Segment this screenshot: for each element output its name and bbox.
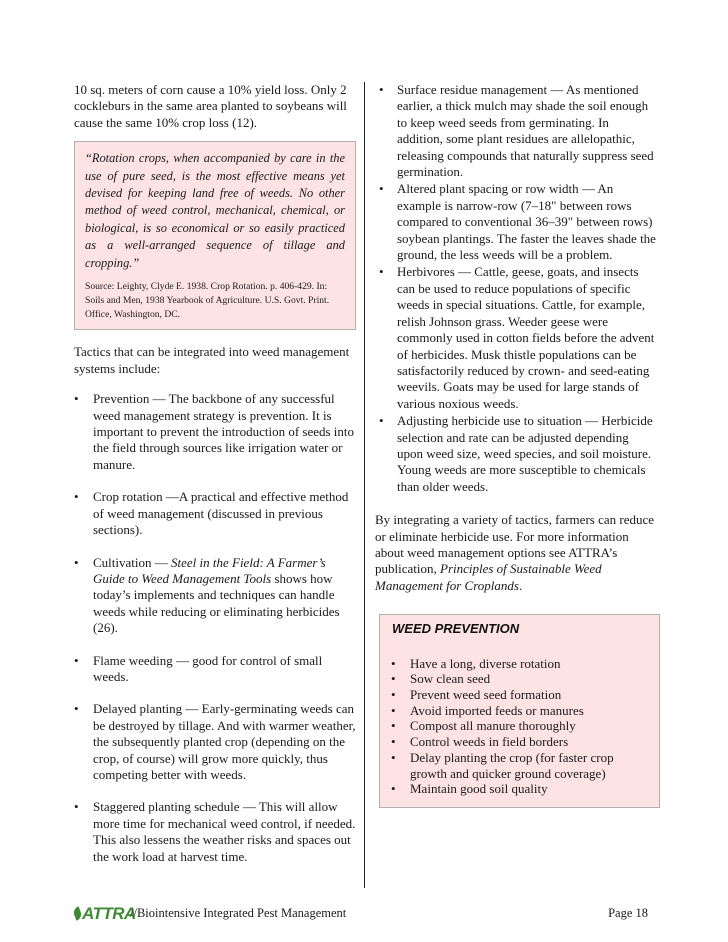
bullet-surface-residue (375, 82, 656, 180)
bullet-text: Staggered planting schedule — This will allow more time for mechanical weed control, if needed. This also lessens the weather risks and spaces out the work load at harvest time. (93, 799, 356, 864)
bullet-dot: • (379, 264, 384, 280)
bullet-dot: • (391, 702, 396, 718)
bullet-text-after: shows how today’s implements and techniques can handle weeds while reducing or eliminating herbicides (26). (93, 570, 340, 636)
prevention-item-text: Compost all manure thoroughly (410, 718, 576, 734)
column-divider (364, 82, 365, 888)
prevention-item (390, 718, 653, 734)
bullet-text: Herbivores — Cattle, geese, goats, and insects can be used to reduce populations of specific weeds in special situations. Cattle, for example, relish Johnson grass. Weeder geese were commonly used in cotton fields before the advent of herbicides. Musk thistle populations can be satisfactorily reduced by crown- and seed-eating weevils. Goats may be used for large stands of various noxious weeds. (397, 264, 655, 411)
bullet-dot: • (391, 781, 396, 797)
bullet-flame-weeding (74, 653, 356, 686)
bullet-dot: • (379, 413, 384, 429)
quote-text: “Rotation crops, when accompanied by care in the use of pure seed, is the most effective means yet devised for keeping land free of weeds. No other method of weed control, mechanical, chemical, or biological, is so economical or so easily practiced as a well-arranged sequence of tillage and cropping.” (85, 151, 345, 270)
logo-text: ATTRA (82, 904, 136, 923)
bullet-crop-rotation (74, 489, 356, 538)
prevention-item-text: Have a long, diverse rotation (410, 655, 561, 671)
bullet-dot: • (74, 652, 79, 668)
left-column (74, 82, 356, 881)
weed-prevention-title: WEED PREVENTION (392, 621, 520, 637)
bullet-text: Prevention — The backbone of any successful weed management strategy is prevention. It is important to prevent the introduction of seeds into the field through sources like irrigation water or manure. (93, 391, 355, 472)
prevention-item-text: Prevent weed seed formation (410, 687, 562, 702)
bullet-herbicide-use (375, 413, 656, 495)
attra-logo (74, 904, 136, 924)
prevention-item (390, 734, 653, 750)
right-column (375, 82, 656, 808)
bullet-dot: • (391, 655, 396, 671)
bullet-dot: • (74, 799, 79, 815)
bullet-dot: • (391, 749, 396, 765)
bullet-text: Crop rotation —A practical and effective method of weed management (discussed in previous sections). (93, 489, 349, 538)
bullet-dot: • (74, 391, 79, 407)
intro-paragraph: 10 sq. meters of corn cause a 10% yield loss. Only 2 cockleburs in the same area planted to soybeans will cause the same 10% crop loss (12). (74, 82, 347, 130)
closing-text-before: By integrating a variety of tactics, farmers can reduce or eliminate herbicide use. For more information about weed management options see ATTRA’s publication, (375, 512, 655, 577)
prevention-item (390, 671, 653, 687)
bullet-dot: • (74, 489, 79, 505)
prevention-item-text: Maintain good soil quality (410, 781, 548, 797)
page-number: Page 18 (608, 906, 648, 920)
bullet-text: Adjusting herbicide use to situation — Herbicide selection and rate can be adjusted depending upon weed size, weed species, and soil moisture. Young weeds are more susceptible to chemicals than older weeds. (397, 413, 653, 494)
bullet-text: Flame weeding — good for control of small weeds. (93, 652, 323, 684)
prevention-item-text: Delay planting the crop (for faster crop growth and quicker ground coverage) (410, 749, 614, 781)
prevention-item (390, 656, 653, 672)
bullet-delayed-planting (74, 701, 356, 783)
bullet-dot: • (391, 718, 396, 734)
page-footer (74, 902, 648, 926)
prevention-item-text: Sow clean seed (410, 671, 491, 687)
bullet-plant-spacing (375, 181, 656, 263)
quote-box (74, 141, 356, 330)
bullet-text-before: Cultivation — (93, 554, 171, 570)
prevention-item (390, 781, 653, 797)
bullet-cultivation (74, 555, 356, 637)
bullet-text: Surface residue management — As mentioned earlier, a thick mulch may shade the soil enough to keep weed seeds from germinating. In addition, some plant residues are allelopathic, releasing compounds that naturally suppress seed germination. (397, 82, 654, 180)
prevention-item-text: Control weeds in field borders (410, 734, 569, 750)
closing-paragraph (375, 512, 656, 594)
publication-title: Principles of Sustainable Weed Management for Croplands (375, 561, 602, 593)
footer-title: //Biointensive Integrated Pest Management (130, 906, 347, 920)
bullet-dot: • (391, 687, 396, 702)
bullet-dot: • (379, 82, 384, 97)
bullet-staggered-planting (74, 799, 356, 865)
bullet-dot: • (391, 734, 396, 750)
tactics-intro: Tactics that can be integrated into weed management systems include: (74, 344, 350, 376)
closing-text-after: . (518, 577, 523, 593)
bullet-dot: • (74, 554, 79, 570)
publication-title: Steel in the Field: A Farmer’s Guide to Weed Management Tools (93, 554, 326, 586)
prevention-item (390, 703, 653, 719)
prevention-item (390, 687, 653, 703)
bullet-prevention (74, 391, 356, 473)
quote-source: Source: Leighty, Clyde E. 1938. Crop Rotation. p. 406-429. In: Soils and Men, 1938 Yearbook of Agriculture. U.S. Govt. Print. Office, Washington, DC. (85, 281, 330, 320)
bullet-dot: • (379, 181, 384, 197)
bullet-herbivores (375, 264, 656, 412)
bullet-text: Delayed planting — Early-germinating weeds can be destroyed by tillage. And with warmer weather, the subsequently planted crop (depending on the crop, of course) will grow more quickly, thus competing better with weeds. (93, 701, 356, 782)
bullet-dot: • (391, 671, 396, 687)
weed-prevention-box (379, 614, 660, 808)
prevention-item (390, 750, 653, 781)
bullet-dot: • (74, 701, 79, 717)
bullet-text: Altered plant spacing or row width — An example is narrow-row (7–18" between rows compared to conventional 36–39" between rows) soybean plantings. The faster the leaves shade the ground, the less weeds will be a problem. (397, 181, 656, 263)
prevention-item-text: Avoid imported feeds or manures (410, 702, 584, 718)
